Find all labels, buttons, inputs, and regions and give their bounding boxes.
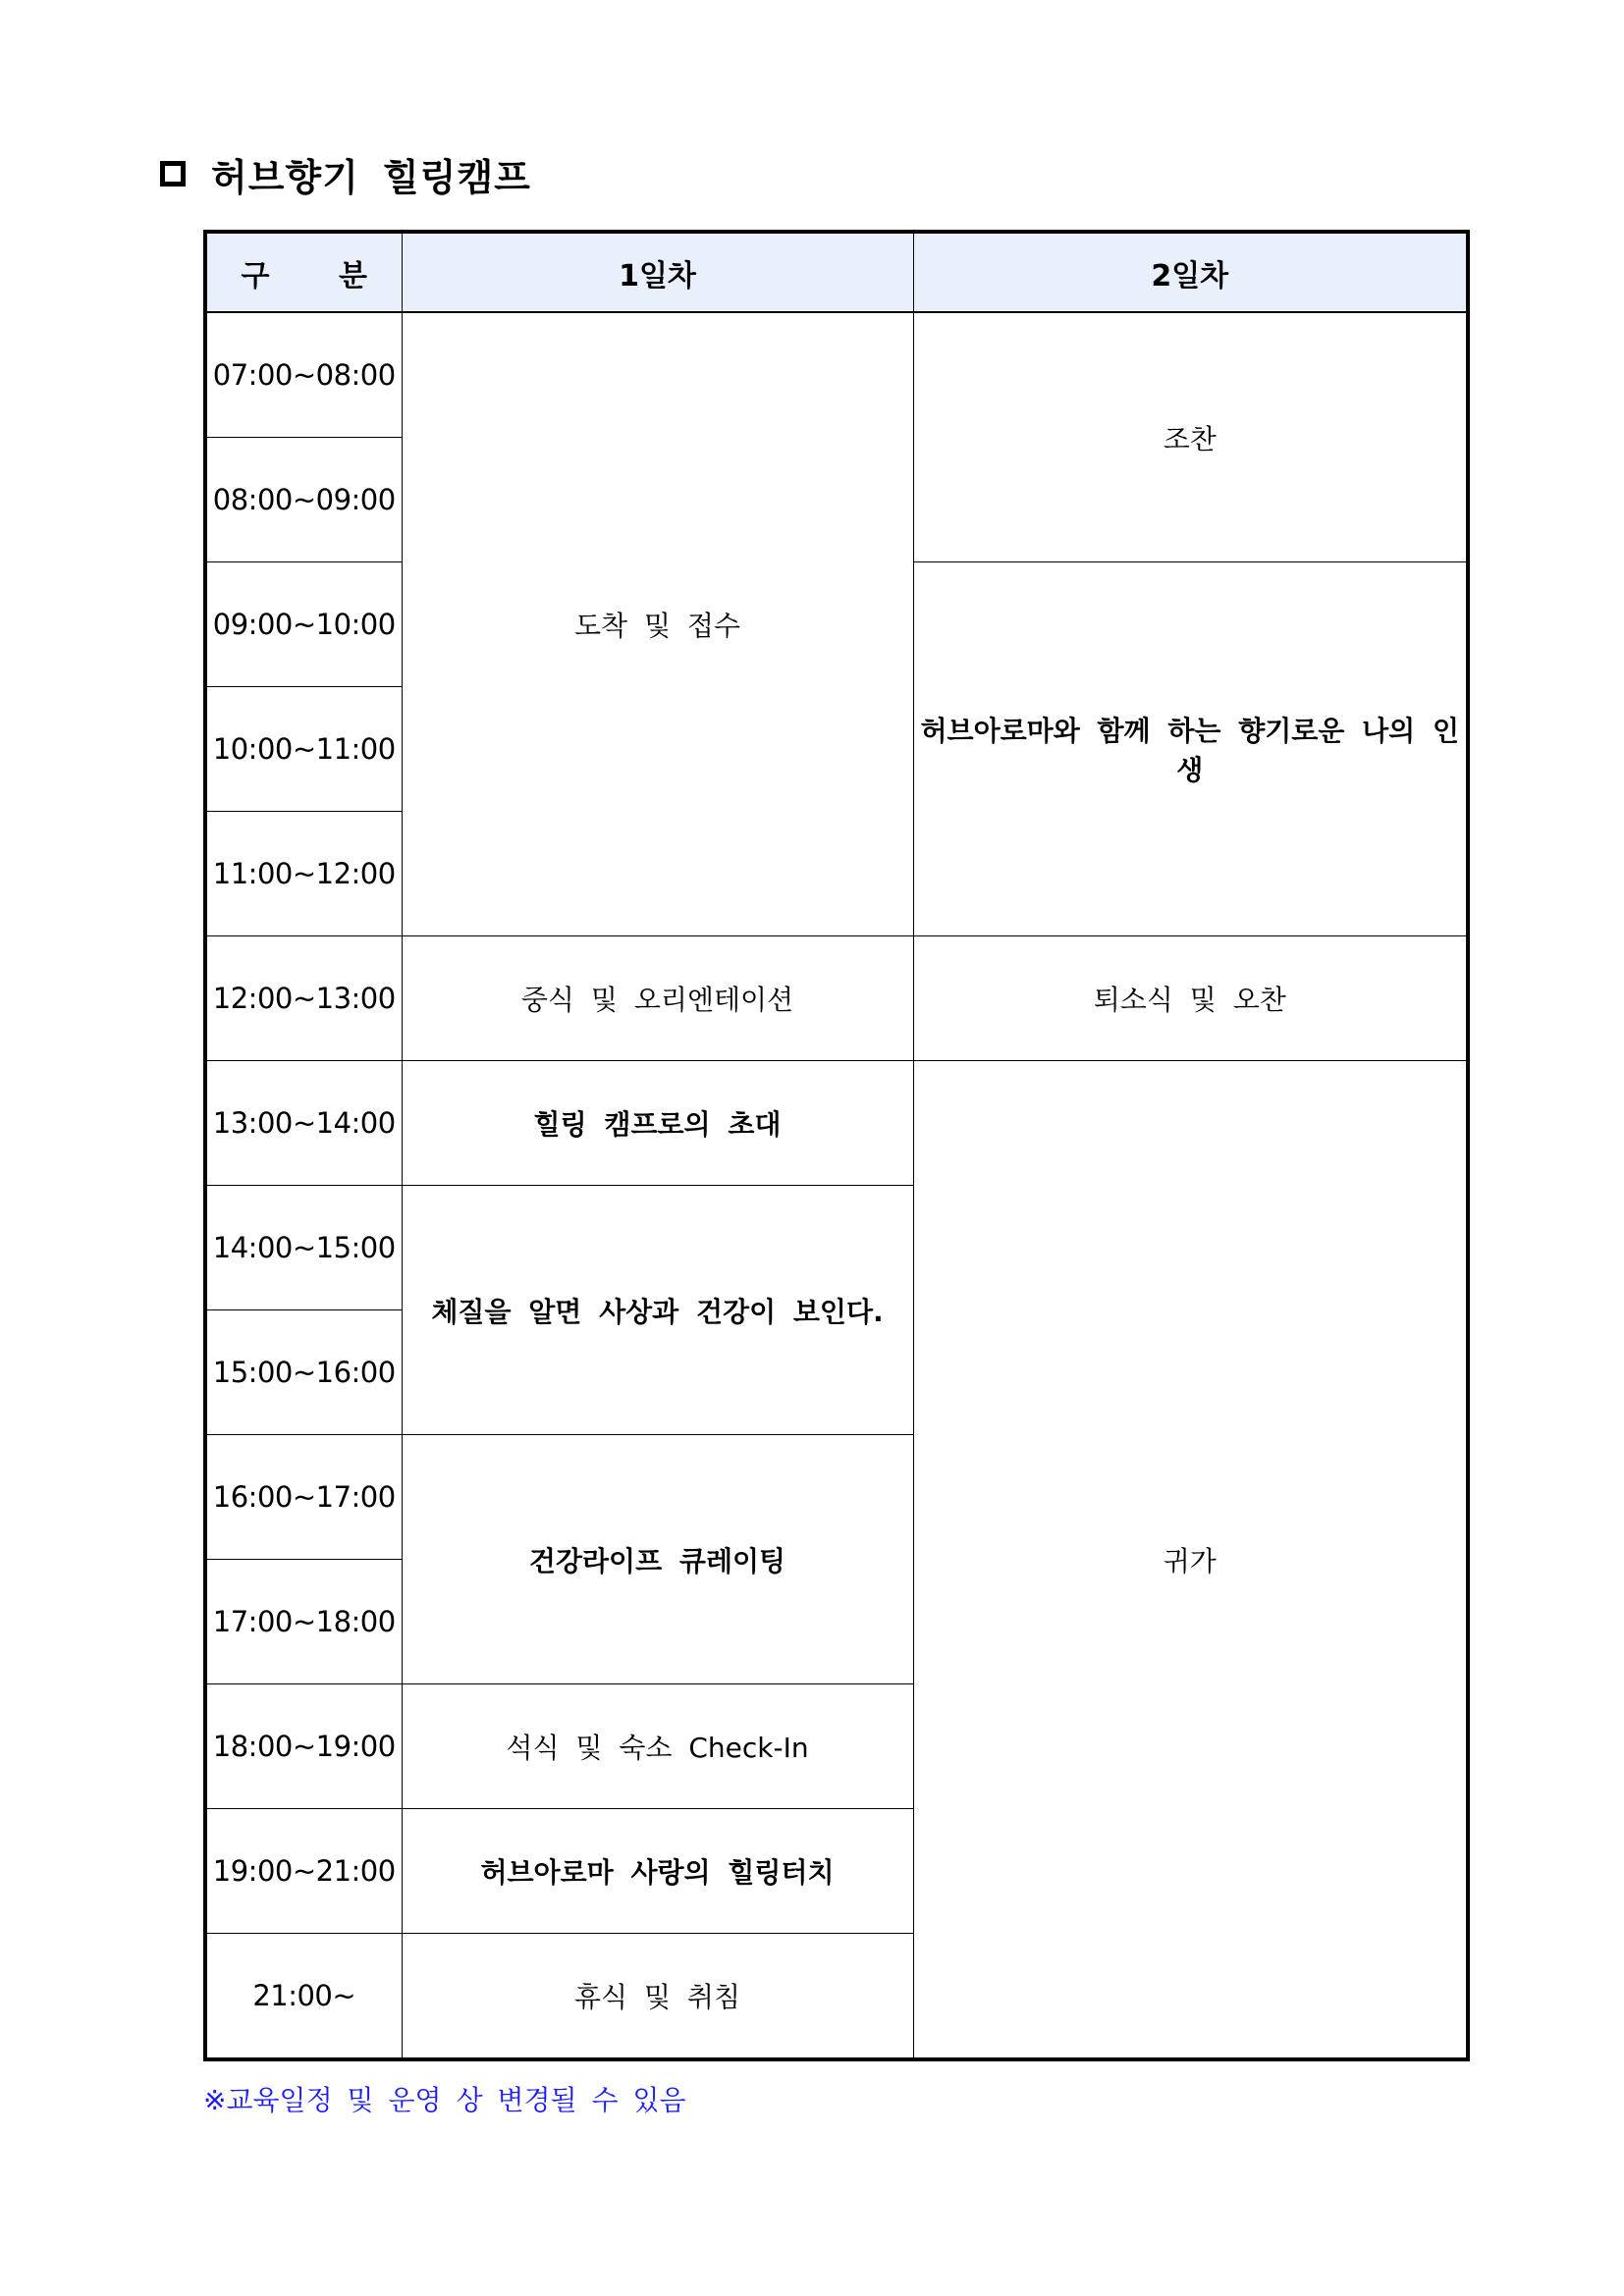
time-cell: 15:00~16:00 [205, 1310, 402, 1435]
header-day2: 2일차 [913, 232, 1468, 312]
table-row [205, 936, 1468, 1061]
day1-dinner-checkin-cell: 석식 및 숙소 Check-In [402, 1684, 913, 1809]
header-gubun: 구 분 [205, 232, 402, 312]
day1-herb-touch-cell: 허브아로마 사랑의 힐링터치 [402, 1809, 913, 1934]
time-cell: 17:00~18:00 [205, 1560, 402, 1684]
time-cell: 18:00~19:00 [205, 1684, 402, 1809]
time-cell: 08:00~09:00 [205, 438, 402, 562]
header-day1: 1일차 [402, 232, 913, 312]
day2-return-home-cell: 귀가 [913, 1061, 1468, 2060]
day1-constitution-cell: 체질을 알면 사상과 건강이 보인다. [402, 1186, 913, 1435]
page-title [160, 149, 531, 198]
day2-closing-lunch-cell: 퇴소식 및 오찬 [913, 936, 1468, 1061]
day1-rest-cell: 휴식 및 취침 [402, 1934, 913, 2060]
time-cell: 12:00~13:00 [205, 936, 402, 1061]
day1-lunch-orientation-cell: 중식 및 오리엔테이션 [402, 936, 913, 1061]
day2-herb-life-cell: 허브아로마와 함께 하는 향기로운 나의 인생 [913, 562, 1468, 936]
time-cell: 10:00~11:00 [205, 687, 402, 812]
time-cell: 07:00~08:00 [205, 312, 402, 438]
table-row [205, 312, 1468, 438]
time-cell: 14:00~15:00 [205, 1186, 402, 1310]
square-bullet-icon [160, 161, 186, 187]
time-cell: 11:00~12:00 [205, 812, 402, 936]
time-cell: 09:00~10:00 [205, 562, 402, 687]
day1-healing-invite-cell: 힐링 캠프로의 초대 [402, 1061, 913, 1186]
time-cell: 21:00~ [205, 1934, 402, 2060]
day2-breakfast-cell: 조찬 [913, 312, 1468, 562]
table-header-row [205, 232, 1468, 312]
schedule-change-note: ※교육일정 및 운영 상 변경될 수 있음 [203, 2084, 686, 2116]
schedule-table [203, 230, 1470, 2061]
time-cell: 13:00~14:00 [205, 1061, 402, 1186]
table-row [205, 1061, 1468, 1186]
time-cell: 19:00~21:00 [205, 1809, 402, 1934]
time-cell: 16:00~17:00 [205, 1435, 402, 1560]
day1-arrival-cell: 도착 및 접수 [402, 312, 913, 936]
page-title-text: 허브향기 힐링캠프 [211, 155, 531, 199]
day1-health-curating-cell: 건강라이프 큐레이팅 [402, 1435, 913, 1684]
